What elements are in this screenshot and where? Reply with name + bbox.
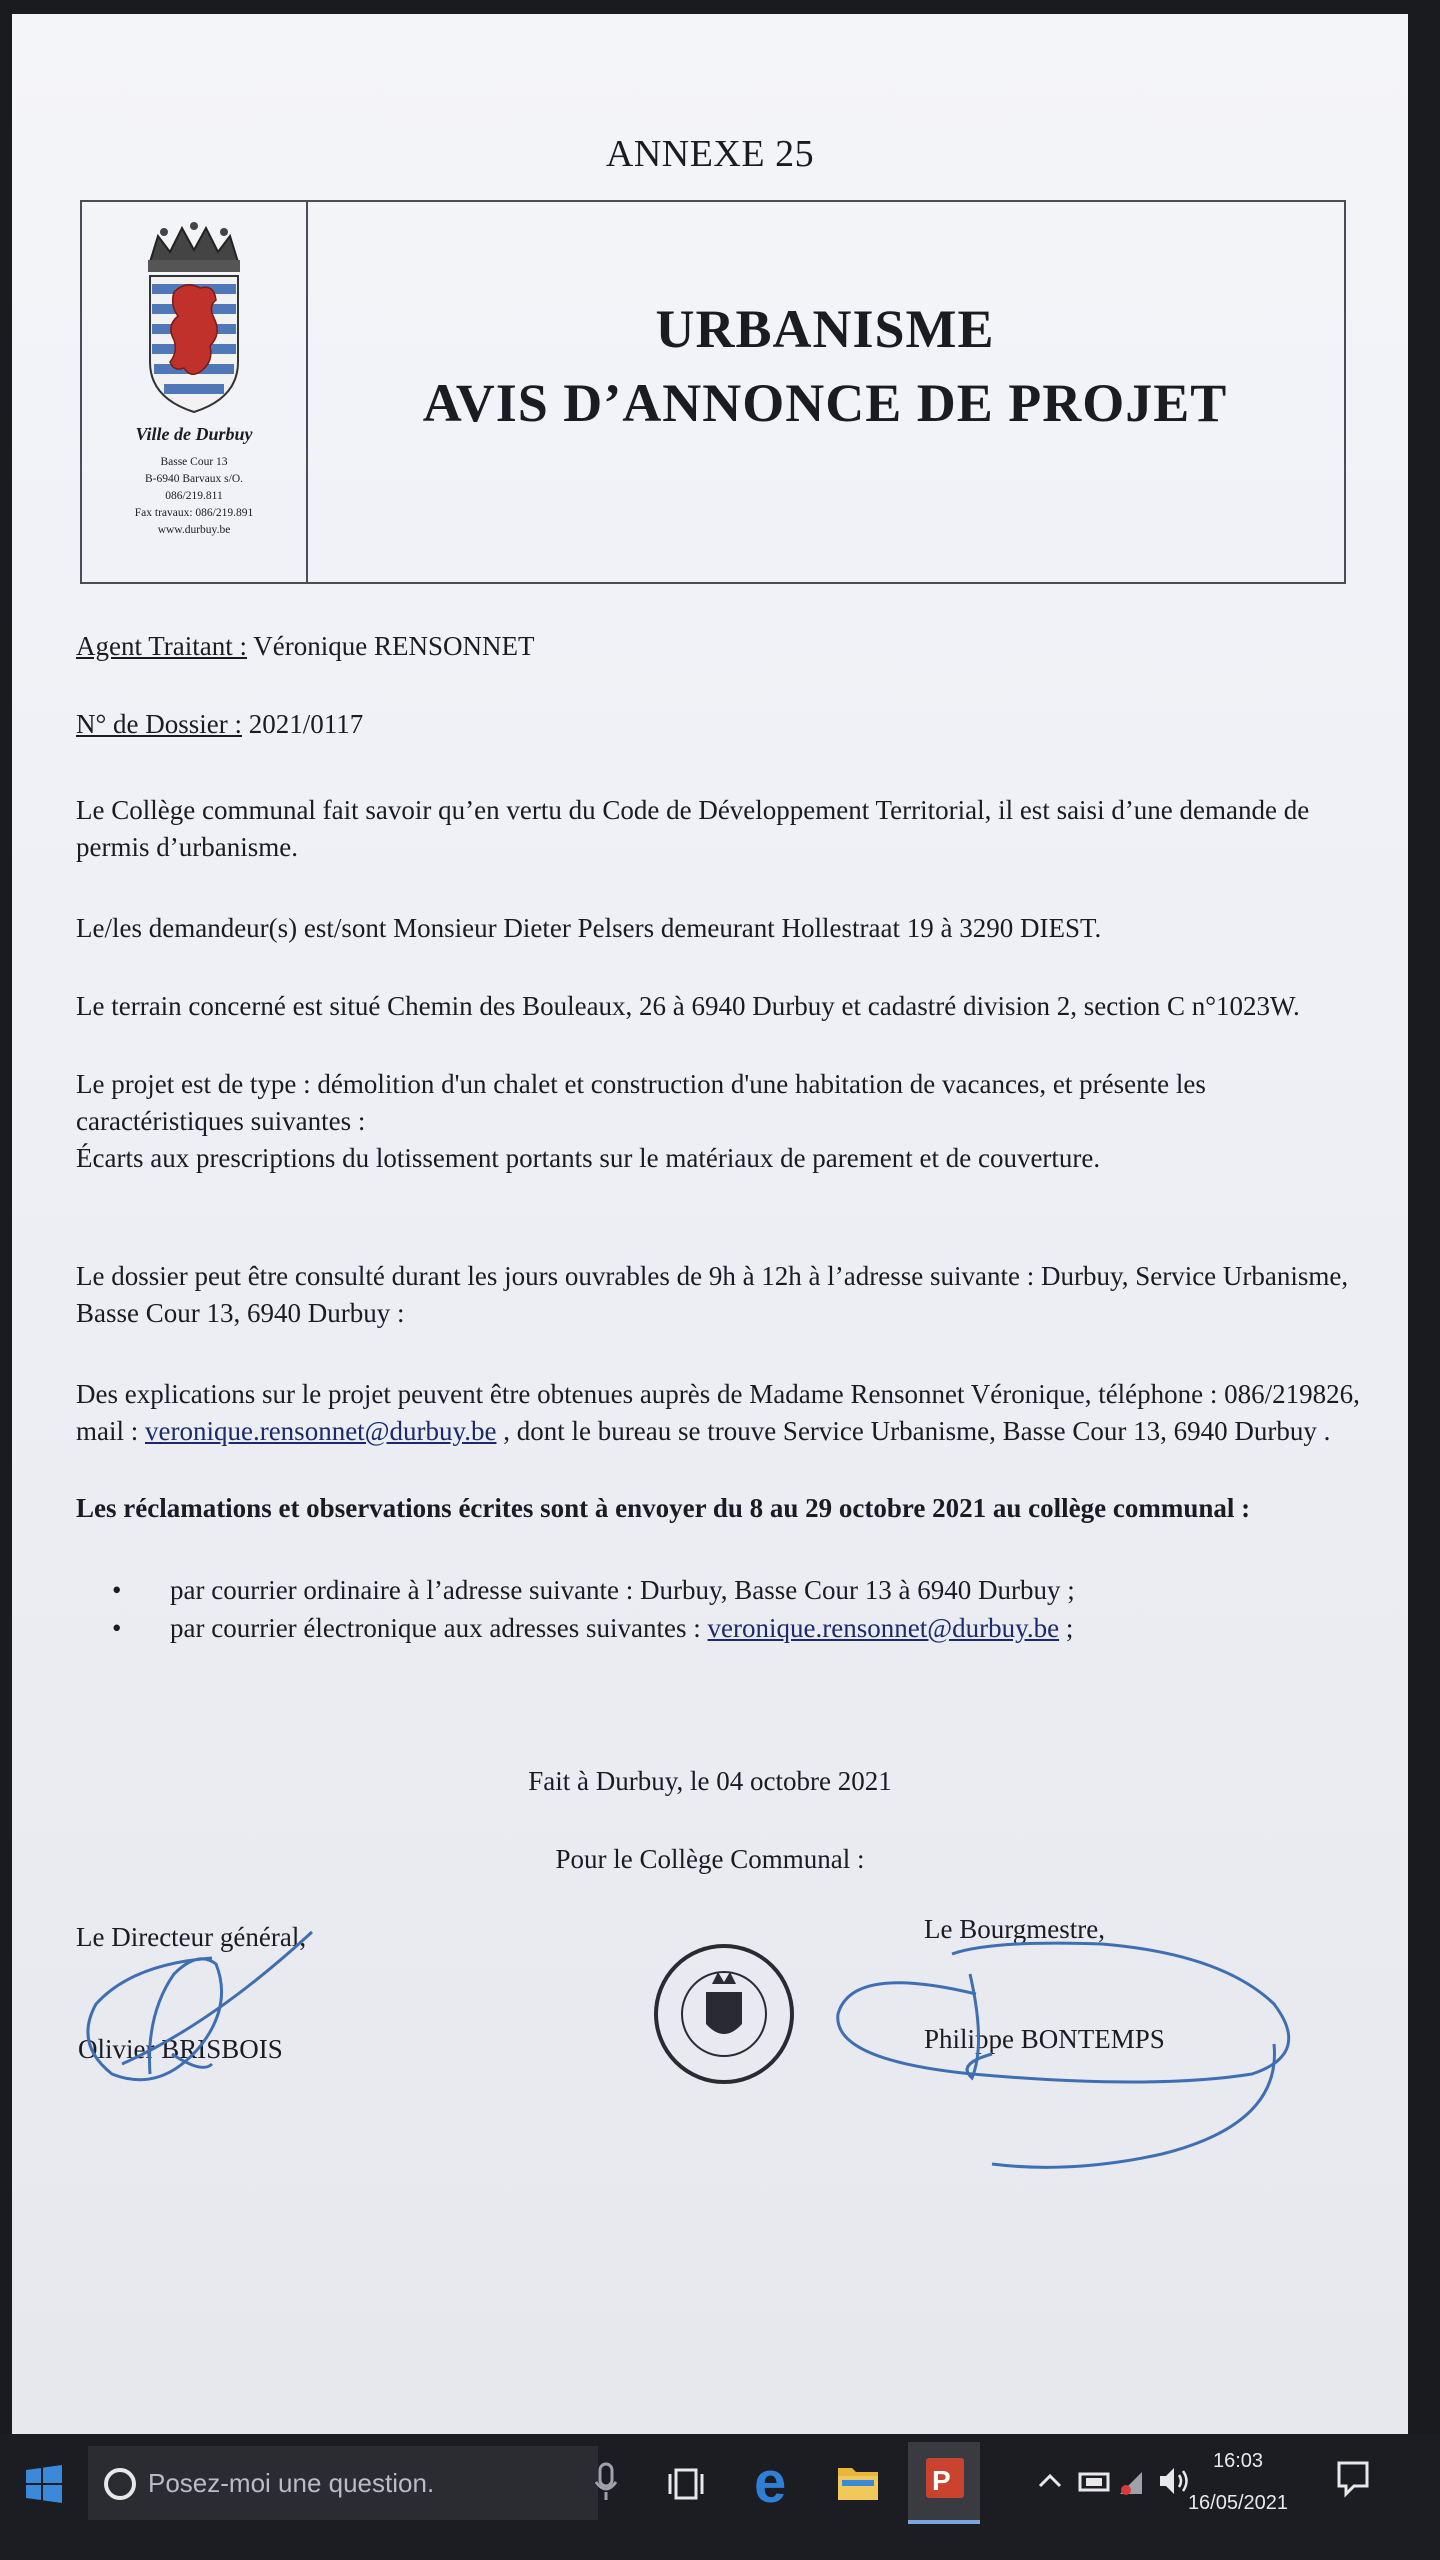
bourgmestre-signature-icon [838,1943,1289,2167]
windows-taskbar [0,2434,1440,2560]
address-line: Fax travaux: 086/219.891 [134,507,254,519]
bullet-text: par courrier ordinaire à l’adresse suivante : Durbuy, Basse Cour 13 à 6940 Durbuy ; [170,1575,1075,1605]
paragraph-terrain: Le terrain concerné est situé Chemin des Bouleaux, 26 à 6940 Durbuy et cadastré division 2, section C n°1023W. [76,991,1300,1021]
edge-icon[interactable] [752,2456,796,2510]
commune-stamp-icon [656,1946,792,2082]
text-line: caractéristiques suivantes : [76,1106,366,1136]
text-line: Basse Cour 13, 6940 Durbuy : [76,1298,405,1328]
address-line: Basse Cour 13 [160,456,228,468]
pour-le-college: Pour le Collège Communal : [555,1844,865,1874]
title-avis: AVIS D’ANNONCE DE PROJET [422,373,1228,433]
document-page [12,14,1408,2434]
signatures-overlay [12,14,1408,2434]
microphone-icon[interactable] [594,2462,618,2502]
directeur-name: Olivier BRISBOIS [78,2034,283,2064]
svg-text:P: P [932,2465,951,2496]
text-line: permis d’urbanisme. [76,832,298,862]
email-link[interactable]: veronique.rensonnet@durbuy.be [707,1613,1060,1643]
agent-value: Véronique RENSONNET [247,631,535,661]
address-line: B-6940 Barvaux s/O. [144,473,244,485]
task-view-icon[interactable] [668,2466,704,2502]
title-urbanisme: URBANISME [655,299,995,359]
directeur-label: Le Directeur général, [76,1922,307,1952]
bullet-icon: • [112,1575,122,1605]
windows-start-icon[interactable] [24,2464,64,2504]
svg-text:e: e [754,2456,787,2510]
powerpoint-taskbar-item[interactable] [908,2442,980,2524]
mail-prefix: mail : [76,1416,145,1446]
text-line: Le Collège communal fait savoir qu’en vertu du Code de Développement Territorial, il est saisi d’une demande de [76,795,1310,825]
screen-document-view [12,14,1408,2434]
notifications-icon[interactable] [1336,2460,1370,2498]
annex-heading: ANNEXE 25 [605,133,815,175]
town-name: Ville de Durbuy [135,424,253,444]
address-line: 086/219.811 [165,490,223,502]
agent-label: Agent Traitant : [76,631,248,661]
bullet-icon: • [112,1613,122,1643]
reclamations-heading: Les réclamations et observations écrites sont à envoyer du 8 au 29 octobre 2021 au collège communal : [76,1493,1251,1523]
search-placeholder: Posez-moi une question. [148,2468,435,2498]
directeur-signature-icon [88,1932,312,2080]
bullet-text-end: ; [1059,1613,1074,1643]
dossier-value: 2021/0117 [242,709,364,739]
text-line: Des explications sur le projet peuvent être obtenues auprès de Madame Rensonnet Véronique, téléphone : 086/219826, [76,1379,1360,1409]
bullet-text: par courrier électronique aux adresses suivantes : [170,1613,708,1643]
bourgmestre-label: Le Bourgmestre, [924,1914,1105,1944]
office-text: , dont le bureau se trouve Service Urbanisme, Basse Cour 13, 6940 Durbuy . [496,1416,1331,1446]
cortana-icon [102,2466,138,2502]
taskbar-clock[interactable] [1182,2440,1294,2524]
clock-date: 16/05/2021 [1187,2492,1289,2514]
network-icon[interactable] [1078,2468,1112,2494]
text-line: Écarts aux prescriptions du lotissement portants sur le matériaux de parement et de couverture. [76,1143,1101,1173]
email-link[interactable]: veronique.rensonnet@durbuy.be [145,1416,497,1446]
clock-time: 16:03 [1212,2450,1264,2472]
fait-a-durbuy: Fait à Durbuy, le 04 octobre 2021 [528,1766,892,1796]
address-line: www.durbuy.be [157,524,231,536]
text-line: Le projet est de type : démolition d'un chalet et construction d'une habitation de vacances, et présente les [76,1069,1206,1099]
cortana-search-box[interactable] [88,2446,598,2520]
powerpoint-icon [924,2456,966,2500]
battery-icon[interactable] [1116,2468,1146,2498]
text-line: Le dossier peut être consulté durant les jours ouvrables de 9h à 12h à l’adresse suivante : Durbuy, Service Urbanisme, [76,1261,1349,1291]
chevron-up-icon[interactable] [1038,2472,1062,2488]
dossier-label: N° de Dossier : [76,709,243,739]
paragraph-demandeur: Le/les demandeur(s) est/sont Monsieur Dieter Pelsers demeurant Hollestraat 19 à 3290 DIEST. [76,913,1102,943]
file-explorer-icon[interactable] [836,2462,880,2502]
bourgmestre-name: Philippe BONTEMPS [924,2024,1165,2054]
active-indicator [908,2520,980,2524]
